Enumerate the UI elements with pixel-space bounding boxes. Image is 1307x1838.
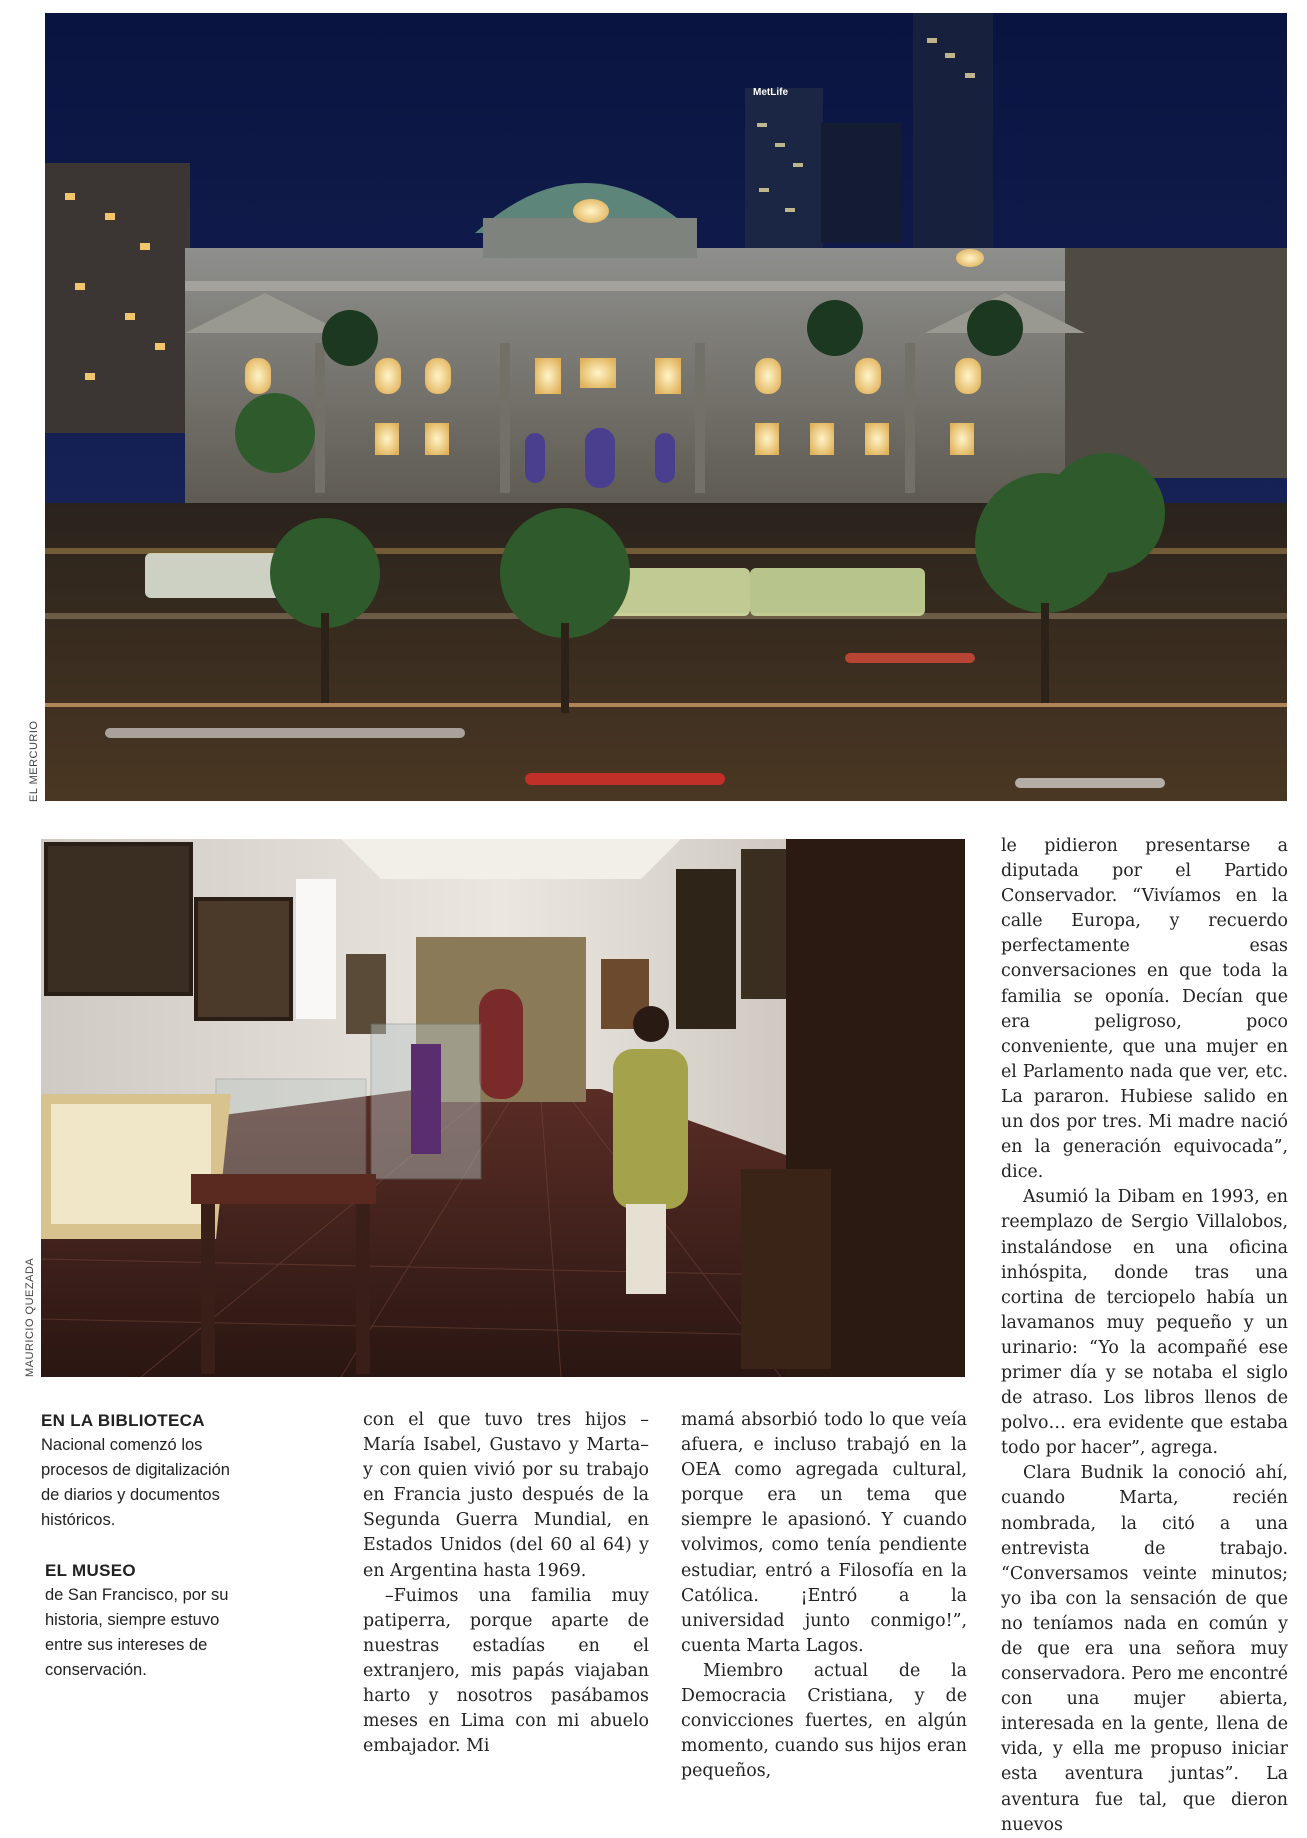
- museum-interior-illustration: [41, 839, 965, 1377]
- library-night-photo: [45, 13, 1287, 801]
- paragraph: Asumió la Dibam en 1993, en reemplazo de Sergio Villalobos, instalándose en una oficina inhóspita, donde tras una cortina de terciopelo había un lavamanos muy pequeño y un urinario: “Yo la acompañé ese primer día y se notaba el siglo de atraso. Los libros llenos de polvo… era evidente que estaba todo por hacer”, agrega.: [1001, 1187, 1288, 1459]
- article-column-a: [363, 1408, 649, 1759]
- paragraph: Clara Budnik la conoció ahí, cuando Marta, recién nombrada, la citó a una entrevista de trabajo. “Conversamos veinte minutos; yo iba con la sensación de que no teníamos nada en común y de que era una señora muy conservadora. Pero me encontré con una mujer abierta, interesada en la gente, llena de vida, y ella me propuso iniciar esta aventura juntas”. La aventura fue tal, que dieron nuevos: [1001, 1463, 1288, 1835]
- paragraph: mamá absorbió todo lo que veía afuera, e incluso trabajó en la OEA como agregada cultural, porque era un tema que siempre le apasionó. Y cuando volvimos, como tenía pendiente estudiar, entró a Filosofía en la Católica. ¡Entró a la universidad junto conmigo!”, cuenta Marta Lagos.: [681, 1410, 967, 1656]
- paragraph: con el que tuvo tres hijos –María Isabel, Gustavo y Marta– y con quien vivió por su trabajo en Francia justo después de la Segunda Guerra Mundial, en Estados Unidos (del 60 al 64) y en Argentina hasta 1969.: [363, 1410, 649, 1581]
- caption-biblioteca-text: Nacional comenzó los procesos de digitalización de diarios y documentos históricos.: [41, 1436, 230, 1529]
- paragraph: le pidieron presentarse a diputada por el Partido Conservador. “Vivíamos en la calle Europa, y recuerdo perfectamente esas conversaciones en que toda la familia se oponía. Decían que era peligroso, poco conveniente, que una mujer en el Parlamento nada que ver, etc. La pararon. Hubiese salido en un dos por tres. Mi madre nació en la generación equivocada”, dice.: [1001, 836, 1288, 1183]
- museum-photo-credit: MAURICIO QUEZADA: [24, 1257, 36, 1377]
- top-photo-credit: EL MERCURIO: [28, 720, 40, 802]
- caption-biblioteca: [41, 1408, 251, 1533]
- caption-museo-text: de San Francisco, por su historia, siempre estuvo entre sus intereses de conservación.: [45, 1586, 229, 1679]
- paragraph: –Fuimos una familia muy patiperra, porque aparte de nuestras estadías en el extranjero, mis papás viajaban harto y nosotros pasábamos meses en Lima con mi abuelo embajador. Mi: [363, 1585, 649, 1757]
- paragraph: Miembro actual de la Democracia Cristiana, y de convicciones fuertes, en algún momento, cuando sus hijos eran pequeños,: [681, 1660, 967, 1782]
- caption-museo-head: EL MUSEO: [45, 1561, 136, 1580]
- caption-biblioteca-head: EN LA BIBLIOTECA: [41, 1411, 205, 1430]
- library-facade-illustration: [45, 13, 1287, 801]
- article-column-b: [681, 1408, 967, 1784]
- caption-museo: [45, 1558, 255, 1683]
- museum-interior-photo: [41, 839, 965, 1377]
- article-column-c: [1001, 834, 1288, 1838]
- metlife-sign: MetLife: [753, 87, 788, 98]
